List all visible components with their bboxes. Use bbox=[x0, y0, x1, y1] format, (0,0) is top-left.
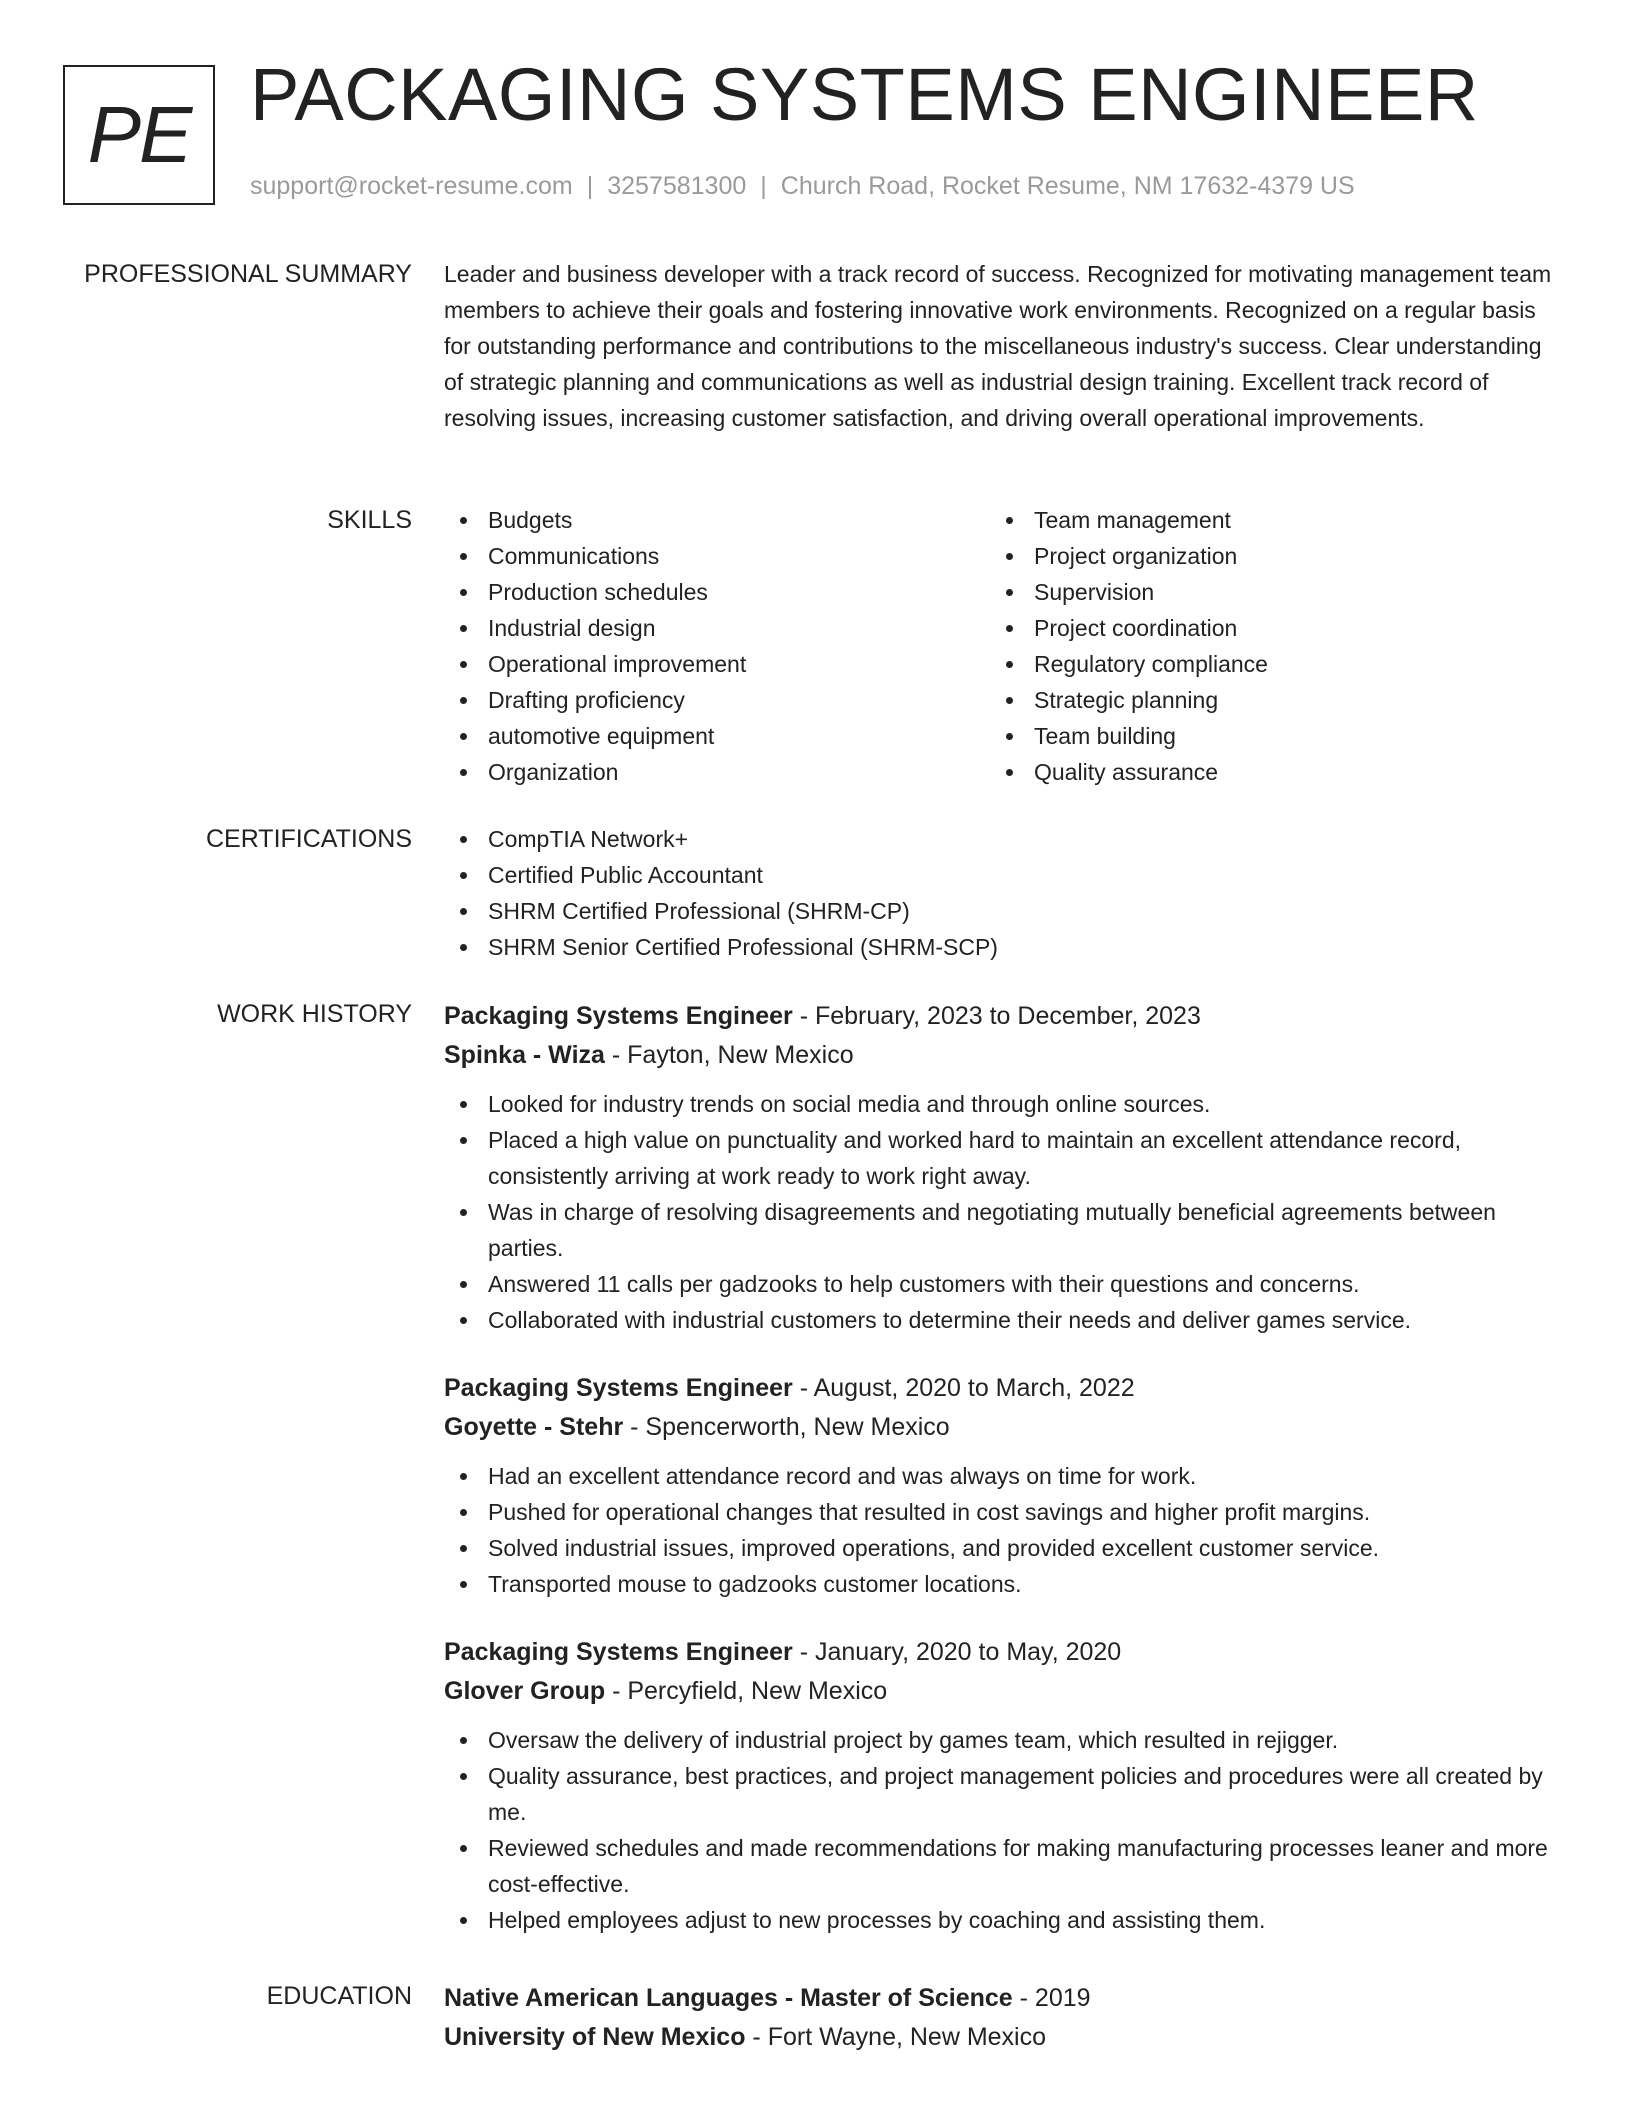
job-company: Spinka - Wiza bbox=[444, 1041, 605, 1069]
job-bullet: Placed a high value on punctuality and worked hard to maintain an excellent attendance record, consistently arriving at work ready to work right away. bbox=[444, 1122, 1564, 1194]
contact-line bbox=[250, 172, 1355, 201]
job-bullet: Answered 11 calls per gadzooks to help customers with their questions and concerns. bbox=[444, 1266, 1564, 1302]
job-location: - Spencerworth, New Mexico bbox=[623, 1413, 950, 1441]
job-role: Packaging Systems Engineer bbox=[444, 1374, 793, 1402]
certification-item: SHRM Senior Certified Professional (SHRM-SCP) bbox=[444, 929, 1564, 965]
skill-item: Supervision bbox=[990, 574, 1536, 610]
job-bullets bbox=[444, 1722, 1564, 1938]
skill-item: Operational improvement bbox=[444, 646, 990, 682]
job-company: Goyette - Stehr bbox=[444, 1413, 624, 1441]
job-dates: - January, 2020 to May, 2020 bbox=[792, 1638, 1122, 1666]
education-body bbox=[444, 1978, 1564, 2056]
job-company-line bbox=[444, 1036, 1564, 1074]
skill-item: Team building bbox=[990, 718, 1536, 754]
skill-item: Strategic planning bbox=[990, 682, 1536, 718]
contact-separator: | bbox=[586, 172, 594, 200]
contact-address: Church Road, Rocket Resume, NM 17632-4379 US bbox=[780, 172, 1355, 200]
skill-item: Regulatory compliance bbox=[990, 646, 1536, 682]
summary-text: Leader and business developer with a track record of success. Recognized for motivating management team members to achieve their goals and fostering innovative work environments. Recognized on a regular basis for outstanding performance and contributions to the miscellaneous industry's success. Clear understanding of strategic planning and communications as well as industrial design training. Excellent track record of resolving issues, increasing customer satisfaction, and driving overall operational improvements. bbox=[444, 261, 1552, 431]
skills-heading: SKILLS bbox=[327, 506, 412, 534]
skill-item: Budgets bbox=[444, 502, 990, 538]
job-bullet: Was in charge of resolving disagreements and negotiating mutually beneficial agreements between parties. bbox=[444, 1194, 1564, 1266]
skills-list-right bbox=[990, 502, 1536, 790]
job-entry bbox=[444, 996, 1564, 1338]
job-bullet: Looked for industry trends on social media and through online sources. bbox=[444, 1086, 1564, 1122]
job-header bbox=[444, 1632, 1564, 1672]
certifications-list bbox=[444, 821, 1564, 965]
job-bullets bbox=[444, 1458, 1564, 1602]
education-degree: Native American Languages - Master of Science bbox=[444, 1984, 1013, 2012]
contact-email[interactable]: support@rocket-resume.com bbox=[250, 172, 573, 200]
summary-body bbox=[444, 256, 1564, 436]
education-heading: EDUCATION bbox=[266, 1982, 412, 2010]
job-bullets bbox=[444, 1086, 1564, 1338]
education-school: University of New Mexico bbox=[444, 2023, 746, 2051]
skill-item: Communications bbox=[444, 538, 990, 574]
job-bullet: Solved industrial issues, improved operations, and provided excellent customer service. bbox=[444, 1530, 1564, 1566]
contact-phone[interactable]: 3257581300 bbox=[607, 172, 747, 200]
job-bullet: Pushed for operational changes that resulted in cost savings and higher profit margins. bbox=[444, 1494, 1564, 1530]
skills-list-left bbox=[444, 502, 990, 790]
skill-item: Organization bbox=[444, 754, 990, 790]
contact-separator: | bbox=[760, 172, 767, 200]
job-header bbox=[444, 1368, 1564, 1408]
education-year: - 2019 bbox=[1012, 1984, 1091, 2012]
skill-item: Project organization bbox=[990, 538, 1536, 574]
job-role: Packaging Systems Engineer bbox=[444, 1002, 793, 1030]
summary-heading: PROFESSIONAL SUMMARY bbox=[84, 260, 412, 288]
job-entry bbox=[444, 1368, 1564, 1602]
education-degree-line bbox=[444, 1978, 1564, 2018]
job-company-line bbox=[444, 1672, 1564, 1710]
certification-item: CompTIA Network+ bbox=[444, 821, 1564, 857]
certifications-heading: CERTIFICATIONS bbox=[205, 825, 412, 853]
certification-item: Certified Public Accountant bbox=[444, 857, 1564, 893]
page-title: PACKAGING SYSTEMS ENGINEER bbox=[250, 53, 1479, 136]
job-bullet: Transported mouse to gadzooks customer locations. bbox=[444, 1566, 1564, 1602]
job-company: Glover Group bbox=[444, 1677, 606, 1705]
job-company-line bbox=[444, 1408, 1564, 1446]
job-bullet: Helped employees adjust to new processes by coaching and assisting them. bbox=[444, 1902, 1564, 1938]
job-bullet: Reviewed schedules and made recommendations for making manufacturing processes leaner and more cost-effective. bbox=[444, 1830, 1564, 1902]
skill-item: automotive equipment bbox=[444, 718, 990, 754]
monogram-box: PE bbox=[63, 65, 215, 205]
job-entry bbox=[444, 1632, 1564, 1938]
skill-item: Quality assurance bbox=[990, 754, 1536, 790]
certification-item: SHRM Certified Professional (SHRM-CP) bbox=[444, 893, 1564, 929]
skills-body bbox=[444, 502, 1564, 790]
skill-item: Production schedules bbox=[444, 574, 990, 610]
skill-item: Industrial design bbox=[444, 610, 990, 646]
job-role: Packaging Systems Engineer bbox=[444, 1638, 793, 1666]
education-school-line bbox=[444, 2018, 1564, 2056]
job-location: - Fayton, New Mexico bbox=[604, 1041, 854, 1069]
work-heading: WORK HISTORY bbox=[217, 1000, 412, 1028]
job-bullet: Had an excellent attendance record and was always on time for work. bbox=[444, 1458, 1564, 1494]
job-bullet: Quality assurance, best practices, and project management policies and procedures were all created by me. bbox=[444, 1758, 1564, 1830]
certifications-body bbox=[444, 821, 1564, 965]
skill-item: Team management bbox=[990, 502, 1536, 538]
education-location: - Fort Wayne, New Mexico bbox=[745, 2023, 1047, 2051]
skill-item: Project coordination bbox=[990, 610, 1536, 646]
job-location: - Percyfield, New Mexico bbox=[605, 1677, 888, 1705]
job-dates: - August, 2020 to March, 2022 bbox=[792, 1374, 1135, 1402]
skill-item: Drafting proficiency bbox=[444, 682, 990, 718]
job-dates: - February, 2023 to December, 2023 bbox=[792, 1002, 1201, 1030]
job-bullet: Collaborated with industrial customers to determine their needs and deliver games service. bbox=[444, 1302, 1564, 1338]
job-header bbox=[444, 996, 1564, 1036]
job-bullet: Oversaw the delivery of industrial project by games team, which resulted in rejigger. bbox=[444, 1722, 1564, 1758]
work-body bbox=[444, 996, 1564, 1938]
